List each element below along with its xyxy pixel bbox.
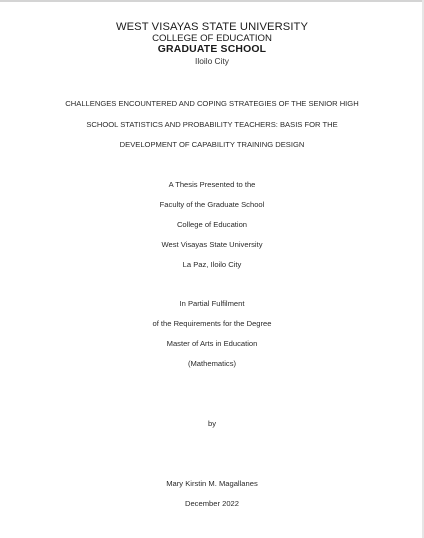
submission-line-2: Faculty of the Graduate School [159,200,265,209]
by-label: by [207,419,217,428]
submission-line-1: A Thesis Presented to the [168,180,256,189]
fulfillment-line-1: In Partial Fulfilment [179,299,245,308]
college-name: COLLEGE OF EDUCATION [152,33,272,44]
degree-name: Master of Arts in Education [166,339,258,348]
submission-line-5: La Paz, Iloilo City [182,260,242,269]
thesis-title-line-2: SCHOOL STATISTICS AND PROBABILITY TEACHERS: BASIS FOR THE [86,120,338,129]
thesis-title-line-3: DEVELOPMENT OF CAPABILITY TRAINING DESIGN [119,140,305,149]
submission-line-4: West Visayas State University [161,240,263,249]
author-name: Mary Kirstin M. Magallanes [166,479,258,488]
degree-major: (Mathematics) [187,359,237,368]
university-name: WEST VISAYAS STATE UNIVERSITY [115,21,309,33]
thesis-title-line-1: CHALLENGES ENCOUNTERED AND COPING STRATEGIES OF THE SENIOR HIGH [65,99,359,108]
university-city: Iloilo City [195,56,229,66]
submission-line-3: College of Education [176,220,248,229]
submission-date: December 2022 [184,499,240,508]
page-top-edge [0,0,424,2]
fulfillment-line-2: of the Requirements for the Degree [152,319,272,328]
graduate-school-name: GRADUATE SCHOOL [157,44,267,55]
